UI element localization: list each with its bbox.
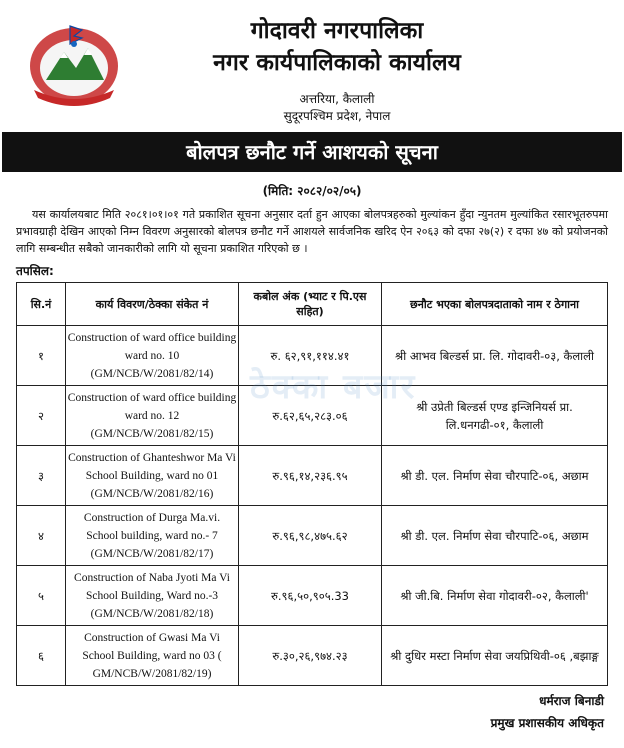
row-sn: ५ [17, 566, 66, 626]
table-header-row [17, 283, 608, 326]
header-sn: सि.नं [17, 283, 66, 326]
office-name: गोदावरी नगरपालिका [250, 18, 424, 44]
row-amount: रु.६२,६५,२८३.०६ [239, 386, 382, 446]
row-amount: रु.३०,२६,९७४.२३ [239, 626, 382, 686]
row-sn: ३ [17, 446, 66, 506]
row-amount: रु. ६२,९१,११४.४१ [239, 326, 382, 386]
notice-paragraph: यस कार्यालयबाट मिति २०८१।०१।०१ गते प्रकाशित सूचना अनुसार दर्ता हुन आएका बोलपत्रहरुको मुल्यांकन हुँदा न्युनतम मुल्यांकित रसारभूतरुपमा प्रभावग्राही देखिन आएको निम्न विवरण अनुसारको बोलपत्र छनौट गर्ने आशयले सार्वजनिक खरिद ऐन २०६३ को दफा २७(२) र दफा ४७ को प्रयोजनको लागि सम्बन्धीत सबैको जानकारीको लागि यो सूचना प्रकाशित गरिएको छ । [16, 208, 608, 255]
row-bidder: श्री आभव बिल्डर्स प्रा. लि. गोदावरी-०३, कैलाली [382, 326, 608, 386]
watermark: ठेक्का बजार [250, 367, 417, 407]
row-sn: २ [17, 386, 66, 446]
row-work: Construction of Naba Jyoti Ma Vi School Building, Ward no.-3 (GM/NCB/W/2081/82/18) [66, 566, 239, 626]
annex-label: तपसिल: [16, 264, 54, 278]
table-row [17, 446, 608, 506]
table-row [17, 626, 608, 686]
notice-title-banner: बोलपत्र छनौट गर्ने आशयको सूचना [2, 132, 622, 172]
notice-date: (मिति: २०८२/०२/०५) [262, 184, 362, 198]
row-amount: रु.९६,९८,४७५.६२ [239, 506, 382, 566]
office-subtitle: नगर कार्यपालिकाको कार्यालय [213, 50, 461, 76]
table-row [17, 506, 608, 566]
row-sn: १ [17, 326, 66, 386]
row-work: Construction of ward office building ward no. 10 (GM/NCB/W/2081/82/14) [66, 326, 239, 386]
row-amount: रु.९६,५०,९०५.33 [239, 566, 382, 626]
header-bidder: छनौट भएका बोलपत्रदाताको नाम र ठेगाना [382, 283, 608, 326]
row-bidder: श्री डी. एल. निर्माण सेवा चौरपाटि-०६, अछाम [382, 506, 608, 566]
row-bidder: श्री उप्रेती बिल्डर्स एण्ड इन्जिनियर्स प्रा. लि.धनगढी-०१, कैलाली [382, 386, 608, 446]
row-work: Construction of Ghanteshwor Ma Vi School Building, ward no 01 (GM/NCB/W/2081/82/16) [66, 446, 239, 506]
row-work: Construction of ward office building ward no. 12 (GM/NCB/W/2081/82/15) [66, 386, 239, 446]
address-line-1: अत्तरिया, कैलाली [299, 92, 375, 106]
row-sn: ६ [17, 626, 66, 686]
row-work: Construction of Gwasi Ma Vi School Building, ward no 03 ( GM/NCB/W/2081/82/19) [66, 626, 239, 686]
table-row [17, 566, 608, 626]
row-amount: रु.९६,१४,२३६.९५ [239, 446, 382, 506]
header-amount: कबोल अंक (भ्याट र पि.एस सहित) [239, 283, 382, 326]
bid-table [16, 282, 608, 686]
row-work: Construction of Durga Ma.vi. School building, ward no.- 7 (GM/NCB/W/2081/82/17) [66, 506, 239, 566]
signatory-title: प्रमुख प्रशासकीय अधिकृत [490, 716, 604, 730]
signatory-name: धर्मराज बिनाडी [539, 694, 604, 708]
row-sn: ४ [17, 506, 66, 566]
row-bidder: श्री जी.बि. निर्माण सेवा गोदावरी-०२, कैलाली' [382, 566, 608, 626]
header-work: कार्य विवरण/ठेक्का संकेत नं [66, 283, 239, 326]
row-bidder: श्री दुधिर मस्टा निर्माण सेवा जयप्रिथिवी-०६ ,बझाङ्ग [382, 626, 608, 686]
address-line-2: सुदूरपश्चिम प्रदेश, नेपाल [283, 109, 391, 123]
row-bidder: श्री डी. एल. निर्माण सेवा चौरपाटि-०६, अछाम [382, 446, 608, 506]
